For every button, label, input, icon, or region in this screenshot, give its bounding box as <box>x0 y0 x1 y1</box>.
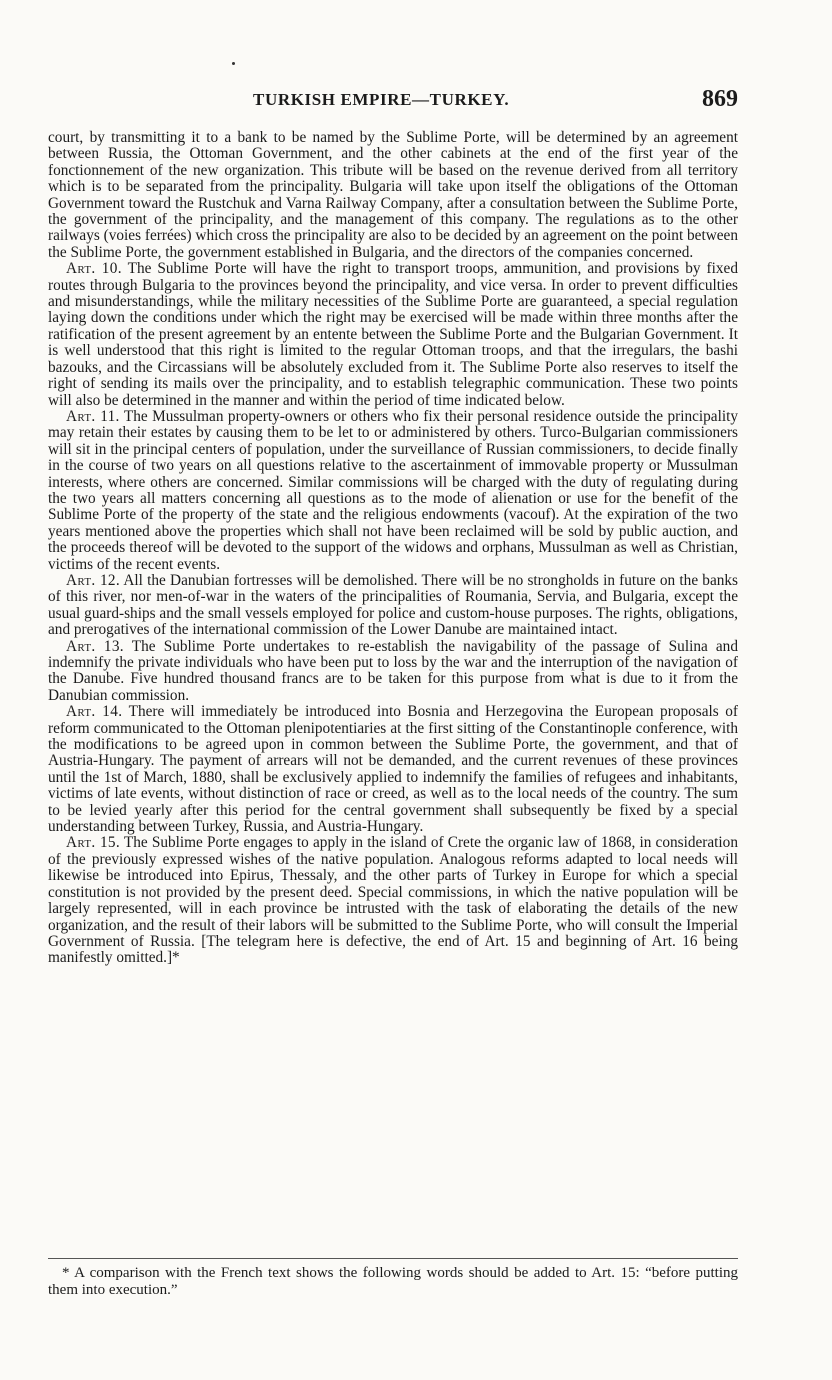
article-text: The Sublime Porte engages to apply in the island of Crete the organic law of 1868, in consideration of the previously expressed wishes of the native population. Analogous reforms adapted to local needs will likewise be introduced into Epirus, Thessaly, and the other parts of Turkey in Europe for which a special constitution is not provided by the present deed. Special commissions, in which the native population will be largely represented, will in each province be intrusted with the task of elaborating the details of the new organization, and the result of their labors will be submitted to the Sublime Porte, who will consult the Imperial Government of Russia. [The telegram here is defective, the end of Art. 15 and beginning of Art. 16 being manifestly omitted.]* <box>48 834 738 967</box>
ink-mark <box>232 62 235 65</box>
article-text: The Sublime Porte undertakes to re-establish the navigability of the passage of Sulina and indemnify the private individuals who have been put to loss by the war and the interruption of the navigation of the Danube. Five hundred thousand francs are to be taken for this purpose from what is due to it from the Danubian commission. <box>48 637 738 704</box>
article-10 <box>48 261 738 409</box>
article-text: There will immediately be introduced into Bosnia and Herzegovina the European proposals of reform communicated to the Ottoman plenipotentiaries at the first sitting of the Constantinople conference, with the modifications to be agreed upon in common between the Sublime Porte, the government, and that of Austria-Hungary. The payment of arrears will not be demanded, and the current revenues of these provinces until the 1st of March, 1880, shall be exclusively applied to indemnify the families of refugees and inhabitants, victims of late events, without distinction of race or creed, as well as to the local needs of the country. The sum to be levied yearly after this period for the central government shall subsequently be fixed by a special understanding between Turkey, Russia, and Austria-Hungary. <box>48 703 738 836</box>
article-14 <box>48 704 738 835</box>
article-label: Art. 15. <box>66 834 120 852</box>
article-text: All the Danubian fortresses will be demolished. There will be no strongholds in future on the banks of this river, nor men-of-war in the waters of the principalities of Roumania, Servia, and Bulgaria, except the usual guard-ships and the small vessels employed for police and custom-house purposes. The rights, obligations, and prerogatives of the international commission of the Lower Danube are maintained intact. <box>48 571 738 639</box>
article-15 <box>48 835 738 966</box>
article-label: Art. 12. <box>66 571 120 589</box>
article-11 <box>48 409 738 573</box>
article-label: Art. 13. <box>66 637 124 655</box>
page-header <box>48 86 738 120</box>
footnote-divider <box>48 1258 738 1259</box>
article-text: The Sublime Porte will have the right to transport troops, ammunition, and provisions by fixed routes through Bulgaria to the provinces beyond the principality, and vice versa. In order to prevent difficulties and misunderstandings, while the military necessities of the Sublime Porte are guaranteed, a special regulation laying down the conditions under which the right may be exercised will be made within three months after the ratification of the present agreement by an entente between the Sublime Porte and the Bulgarian Government. It is well understood that this right is limited to the regular Ottoman troops, and that the irregulars, the bashi bazouks, and the Circassians will be absolutely excluded from it. The Sublime Porte also reserves to itself the right of sending its mails over the principality, and to establish telegraphic communication. These two points will also be determined in the manner and within the period of time indicated below. <box>48 260 738 409</box>
article-label: Art. 10. <box>66 260 122 278</box>
running-title: TURKISH EMPIRE—TURKEY. <box>253 90 510 109</box>
footnote: * A comparison with the French text shows the following words should be added to Art. 15: “before putting them into execution.” <box>48 1265 738 1298</box>
article-label: Art. 11. <box>66 407 120 425</box>
article-12 <box>48 573 738 639</box>
article-label: Art. 14. <box>66 703 123 721</box>
article-13 <box>48 639 738 705</box>
paragraph-continued: court, by transmitting it to a bank to be named by the Sublime Porte, will be determined by an agreement between Russia, the Ottoman Government, and the other cabinets at the end of the first year of the fonctionnement of the new organization. This tribute will be based on the revenue derived from all territory which is to be separated from the principality. Bulgaria will take upon itself the obligations of the Ottoman Government toward the Rustchuk and Varna Railway Company, after a consultation between the Sublime Porte, the government of the principality, and the management of this company. The regulations as to the other railways (voies ferrées) which cross the principality are also to be decided by an agreement on the point between the Sublime Porte, the government established in Bulgaria, and the directors of the companies concerned. <box>48 129 738 261</box>
article-text: The Mussulman property-owners or others who fix their personal residence outside the principality may retain their estates by causing them to be let to or administered by others. Turco-Bulgarian commissioners will sit in the principal centers of population, under the surveillance of Russian commissioners, to decide finally in the course of two years on all questions relative to the ascertainment of immovable property or Mussulman interests, where others are concerned. Similar commissions will be charged with the duty of regulating during the two years all matters concerning all questions as to the mode of alienation or use for the benefit of the Sublime Porte of the property of the state and the religious endowments (vacouf). At the expiration of the two years mentioned above the properties which shall not have been reclaimed will be sold by public auction, and the proceeds thereof will be devoted to the support of the widows and orphans, Mussulman as well as Christian, victims of the recent events. <box>48 407 738 573</box>
body-text <box>48 130 738 967</box>
page-number: 869 <box>702 86 738 112</box>
